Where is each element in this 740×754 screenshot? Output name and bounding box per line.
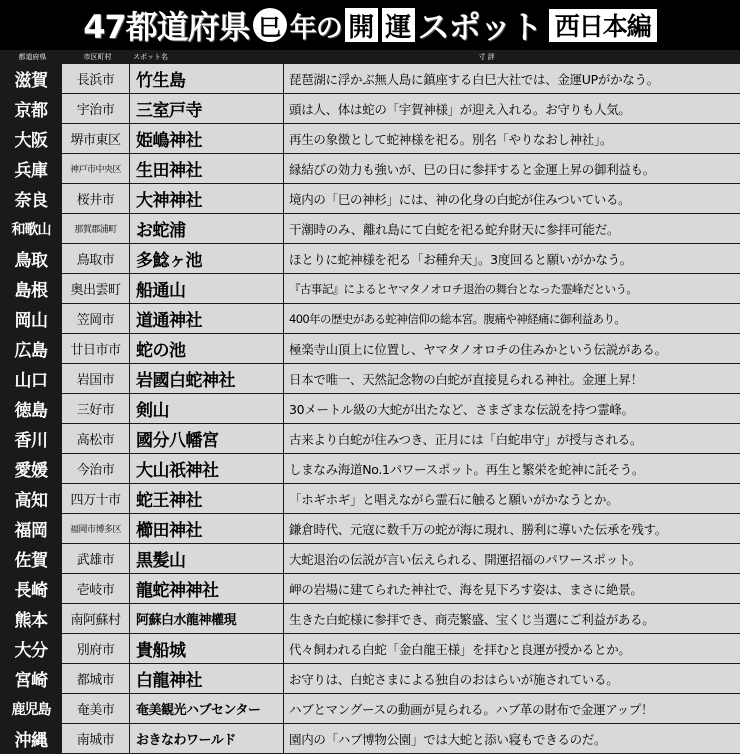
cell-spot-name: 龍蛇神神社: [130, 574, 284, 603]
cell-spot-name: 阿蘇白水龍神權現: [130, 604, 284, 633]
cell-city: 廿日市市: [62, 334, 130, 363]
cell-prefecture: 福岡: [0, 514, 62, 543]
column-header-prefecture: 都道府県: [18, 53, 47, 61]
table-row: [0, 664, 740, 694]
table-row: [0, 394, 740, 424]
cell-prefecture: 香川: [0, 424, 62, 453]
cell-description: 「ホギホギ」と唱えながら霊石に触ると願いがかなうとか。: [284, 484, 740, 513]
table-row: [0, 214, 740, 244]
cell-description: しまなみ海道No.1パワースポット。再生と繁栄を蛇神に託そう。: [284, 454, 740, 483]
cell-prefecture: 和歌山: [0, 214, 62, 243]
title-region-tag: 西日本編: [549, 9, 657, 42]
table-row: [0, 574, 740, 604]
cell-prefecture: 京都: [0, 94, 62, 123]
cell-prefecture: 宮崎: [0, 664, 62, 693]
cell-description: 鎌倉時代、元寇に数千万の蛇が海に現れ、勝利に導いた伝承を残す。: [284, 514, 740, 543]
cell-prefecture: 愛媛: [0, 454, 62, 483]
table-row: [0, 484, 740, 514]
cell-description: 再生の象徴として蛇神様を祀る。別名「やりなおし神社」。: [284, 124, 740, 153]
cell-description: 『古事記』によるとヤマタノオロチ退治の舞台となった霊峰だという。: [284, 274, 740, 303]
cell-description: ハブとマングースの動画が見られる。ハブ革の財布で金運アップ！: [284, 694, 740, 723]
cell-prefecture: 大分: [0, 634, 62, 663]
cell-prefecture: 鳥取: [0, 244, 62, 273]
cell-city: 那賀郡浦町: [62, 214, 130, 243]
cell-city: 桜井市: [62, 184, 130, 213]
title-banner: [0, 0, 740, 50]
cell-spot-name: 竹生島: [130, 64, 284, 93]
cell-city: 福岡市博多区: [62, 514, 130, 543]
title-banner-inner: [83, 2, 657, 48]
table-row: [0, 304, 740, 334]
table-row: [0, 274, 740, 304]
cell-spot-name: お蛇浦: [130, 214, 284, 243]
table-row: [0, 604, 740, 634]
cell-city: 南阿蘇村: [62, 604, 130, 633]
cell-city: 武雄市: [62, 544, 130, 573]
cell-city: 高松市: [62, 424, 130, 453]
table-row: [0, 94, 740, 124]
cell-city: 堺市東区: [62, 124, 130, 153]
column-header-city: 市区町村: [83, 53, 112, 61]
cell-spot-name: 道通神社: [130, 304, 284, 333]
cell-prefecture: 鹿児島: [0, 694, 62, 723]
cell-spot-name: 國分八幡宮: [130, 424, 284, 453]
title-box-kai: 開: [345, 8, 378, 42]
cell-prefecture: 山口: [0, 364, 62, 393]
title-part-1: 47都道府県: [83, 8, 250, 46]
table-row: [0, 694, 740, 724]
cell-spot-name: 白龍神社: [130, 664, 284, 693]
cell-description: 極楽寺山頂上に位置し、ヤマタノオロチの住みかという伝説がある。: [284, 334, 740, 363]
cell-spot-name: 蛇王神社: [130, 484, 284, 513]
cell-city: 都城市: [62, 664, 130, 693]
table-row: [0, 454, 740, 484]
cell-spot-name: 岩國白蛇神社: [130, 364, 284, 393]
title-part-2: 年の: [289, 12, 342, 44]
table-body: [0, 64, 740, 754]
cell-city: 笠岡市: [62, 304, 130, 333]
cell-description: 頭は人、体は蛇の「宇賀神様」が迎え入れる。お守りも人気。: [284, 94, 740, 123]
cell-prefecture: 長崎: [0, 574, 62, 603]
cell-spot-name: 大山祇神社: [130, 454, 284, 483]
cell-spot-name: 蛇の池: [130, 334, 284, 363]
cell-prefecture: 大阪: [0, 124, 62, 153]
cell-description: 岬の岩場に建てられた神社で、海を見下ろす姿は、まさに絶景。: [284, 574, 740, 603]
table-row: [0, 544, 740, 574]
table-row: [0, 154, 740, 184]
cell-description: 日本で唯一、天然記念物の白蛇が直接見られる神社。金運上昇！: [284, 364, 740, 393]
cell-city: 神戸市中央区: [62, 154, 130, 183]
column-header-description: 寸 評: [478, 53, 495, 61]
cell-spot-name: 三室戸寺: [130, 94, 284, 123]
cell-description: 30メートル級の大蛇が出たなど、さまざまな伝説を持つ霊峰。: [284, 394, 740, 423]
cell-description: 古来より白蛇が住みつき、正月には「白蛇串守」が授与される。: [284, 424, 740, 453]
cell-spot-name: 櫛田神社: [130, 514, 284, 543]
table-row: [0, 634, 740, 664]
cell-spot-name: 姫嶋神社: [130, 124, 284, 153]
cell-prefecture: 高知: [0, 484, 62, 513]
column-header-spot: スポット名: [133, 53, 168, 61]
cell-city: 壱岐市: [62, 574, 130, 603]
table-column-headers: [0, 50, 740, 64]
cell-description: 400年の歴史がある蛇神信仰の総本宮。腹痛や神経痛に御利益あり。: [284, 304, 740, 333]
cell-spot-name: 多鯰ヶ池: [130, 244, 284, 273]
cell-description: 生きた白蛇様に参拝でき、商売繁盛、宝くじ当選にご利益がある。: [284, 604, 740, 633]
cell-spot-name: 生田神社: [130, 154, 284, 183]
table-row: [0, 184, 740, 214]
cell-description: 干潮時のみ、離れ島にて白蛇を祀る蛇弁財天に参拝可能だ。: [284, 214, 740, 243]
cell-city: 岩国市: [62, 364, 130, 393]
title-box-un: 運: [382, 8, 415, 42]
cell-description: お守りは、白蛇さまによる独自のおはらいが施されている。: [284, 664, 740, 693]
cell-prefecture: 佐賀: [0, 544, 62, 573]
cell-spot-name: 貴船城: [130, 634, 284, 663]
cell-prefecture: 広島: [0, 334, 62, 363]
cell-spot-name: 大神神社: [130, 184, 284, 213]
cell-city: 長浜市: [62, 64, 130, 93]
cell-spot-name: 船通山: [130, 274, 284, 303]
cell-city: 奄美市: [62, 694, 130, 723]
cell-city: 四万十市: [62, 484, 130, 513]
cell-description: 園内の「ハブ博物公園」では大蛇と添い寝もできるのだ。: [284, 724, 740, 753]
cell-city: 三好市: [62, 394, 130, 423]
cell-description: 縁結びの効力も強いが、巳の日に参拝すると金運上昇の御利益も。: [284, 154, 740, 183]
cell-prefecture: 兵庫: [0, 154, 62, 183]
cell-prefecture: 島根: [0, 274, 62, 303]
cell-prefecture: 徳島: [0, 394, 62, 423]
cell-description: 代々飼われる白蛇「金白龍王様」を拝むと良運が授かるとか。: [284, 634, 740, 663]
table-row: [0, 244, 740, 274]
cell-prefecture: 滋賀: [0, 64, 62, 93]
table-row: [0, 64, 740, 94]
cell-spot-name: 黒髪山: [130, 544, 284, 573]
cell-prefecture: 岡山: [0, 304, 62, 333]
cell-prefecture: 沖縄: [0, 724, 62, 753]
cell-prefecture: 奈良: [0, 184, 62, 213]
cell-city: 別府市: [62, 634, 130, 663]
cell-spot-name: 剣山: [130, 394, 284, 423]
cell-description: 境内の「巳の神杉」には、神の化身の白蛇が住みついている。: [284, 184, 740, 213]
table-row: [0, 124, 740, 154]
table-row: [0, 724, 740, 754]
cell-city: 鳥取市: [62, 244, 130, 273]
table-row: [0, 514, 740, 544]
cell-description: 琵琶湖に浮かぶ無人島に鎮座する白巳大社では、金運UPがかなう。: [284, 64, 740, 93]
cell-prefecture: 熊本: [0, 604, 62, 633]
cell-spot-name: 奄美観光ハブセンター: [130, 694, 284, 723]
cell-spot-name: おきなわワールド: [130, 724, 284, 753]
cell-city: 宇治市: [62, 94, 130, 123]
cell-city: 奥出雲町: [62, 274, 130, 303]
cell-description: ほとりに蛇神様を祀る「お種弁天」。3度回ると願いがかなう。: [284, 244, 740, 273]
title-part-3: スポット: [417, 8, 542, 46]
cell-description: 大蛇退治の伝説が言い伝えられる、開運招福のパワースポット。: [284, 544, 740, 573]
cell-city: 今治市: [62, 454, 130, 483]
cell-city: 南城市: [62, 724, 130, 753]
table-row: [0, 364, 740, 394]
title-zodiac-badge: 巳: [253, 8, 287, 42]
table-row: [0, 334, 740, 364]
table-row: [0, 424, 740, 454]
